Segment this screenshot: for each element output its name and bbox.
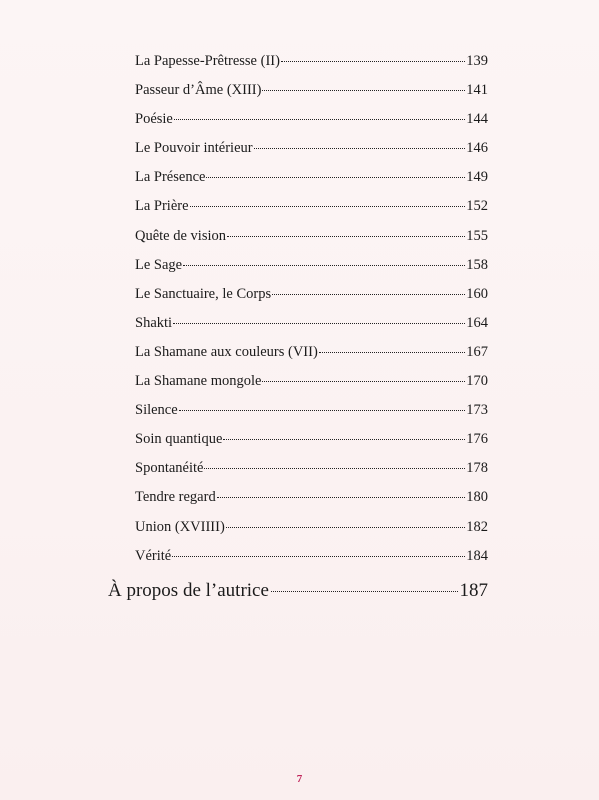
toc-entry-page: 184 [466,547,488,564]
dot-leader [204,468,465,469]
dot-leader [262,381,465,382]
toc-entry [135,251,488,280]
toc-entry [135,542,488,571]
toc-entry-title: Passeur d’Âme (XIII) [135,82,262,99]
toc-entry-title: Spontanéité [135,460,204,477]
toc-entry-title: Shakti [135,314,173,331]
toc-entry-title: Le Sage [135,256,183,273]
dot-leader [281,61,465,62]
toc-section-entry [108,575,488,607]
dot-leader [254,148,466,149]
toc-entry [135,76,488,105]
toc-entry-page: 149 [466,169,488,186]
toc-entry [135,513,488,542]
toc-entry-title: Poésie [135,111,173,128]
toc-entry [135,396,488,425]
toc-entry-title: La Shamane mongole [135,373,262,390]
toc-entry-page: 170 [466,373,488,390]
toc-entry-page: 173 [466,402,488,419]
dot-leader [226,527,465,528]
toc-entry-page: 176 [466,431,488,448]
toc-entry-page: 144 [466,111,488,128]
toc-entry [135,222,488,251]
toc-entry-title: Union (XVIIII) [135,518,225,535]
toc-entry-page: 139 [466,53,488,69]
toc-entry [135,454,488,483]
toc-entry-title: Soin quantique [135,431,223,448]
toc-section-page: 187 [459,580,488,601]
dot-leader [223,439,465,440]
toc-entry-title: Le Pouvoir intérieur [135,140,253,157]
page-number: 7 [296,773,303,785]
toc-entry [135,483,488,512]
dot-leader [173,323,465,324]
dot-leader [217,497,466,498]
dot-leader [190,206,466,207]
toc-entry [135,163,488,192]
toc-entry-title: Silence [135,402,178,419]
toc-entry-page: 180 [466,489,488,506]
toc-entry-page: 155 [466,227,488,244]
toc-entry-title: La Présence [135,169,206,186]
dot-leader [319,352,465,353]
toc-entry [135,47,488,76]
toc-entry [135,192,488,221]
toc-entry-title: La Prière [135,198,189,215]
dot-leader [179,410,466,411]
dot-leader [271,591,458,592]
dot-leader [172,556,465,557]
toc-entry-page: 160 [466,285,488,302]
toc-entry [135,425,488,454]
toc-entry-page: 178 [466,460,488,477]
dot-leader [262,90,465,91]
toc-entry [135,134,488,163]
toc-entry-title: Le Sanctuaire, le Corps [135,285,272,302]
toc-entry-title: Quête de vision [135,227,227,244]
toc-section-title: À propos de l’autrice [108,580,269,601]
table-of-contents [135,47,488,571]
dot-leader [183,265,465,266]
dot-leader [272,294,465,295]
toc-entry-page: 158 [466,256,488,273]
dot-leader [206,177,465,178]
toc-entry-title: Vérité [135,547,172,564]
toc-entry [135,280,488,309]
toc-entry-page: 152 [466,198,488,215]
toc-entry-title: Tendre regard [135,489,216,506]
dot-leader [227,236,465,237]
toc-entry [135,338,488,367]
toc-entry [135,367,488,396]
toc-entry-page: 141 [466,82,488,99]
toc-entry-page: 164 [466,314,488,331]
toc-entry [135,309,488,338]
toc-entry-page: 167 [466,343,488,360]
dot-leader [174,119,465,120]
toc-entry-title: La Shamane aux couleurs (VII) [135,343,318,360]
toc-entry-page: 146 [466,140,488,157]
toc-entry-title: La Papesse-Prêtresse (II) [135,53,280,69]
toc-entry [135,105,488,134]
toc-entry-page: 182 [466,518,488,535]
